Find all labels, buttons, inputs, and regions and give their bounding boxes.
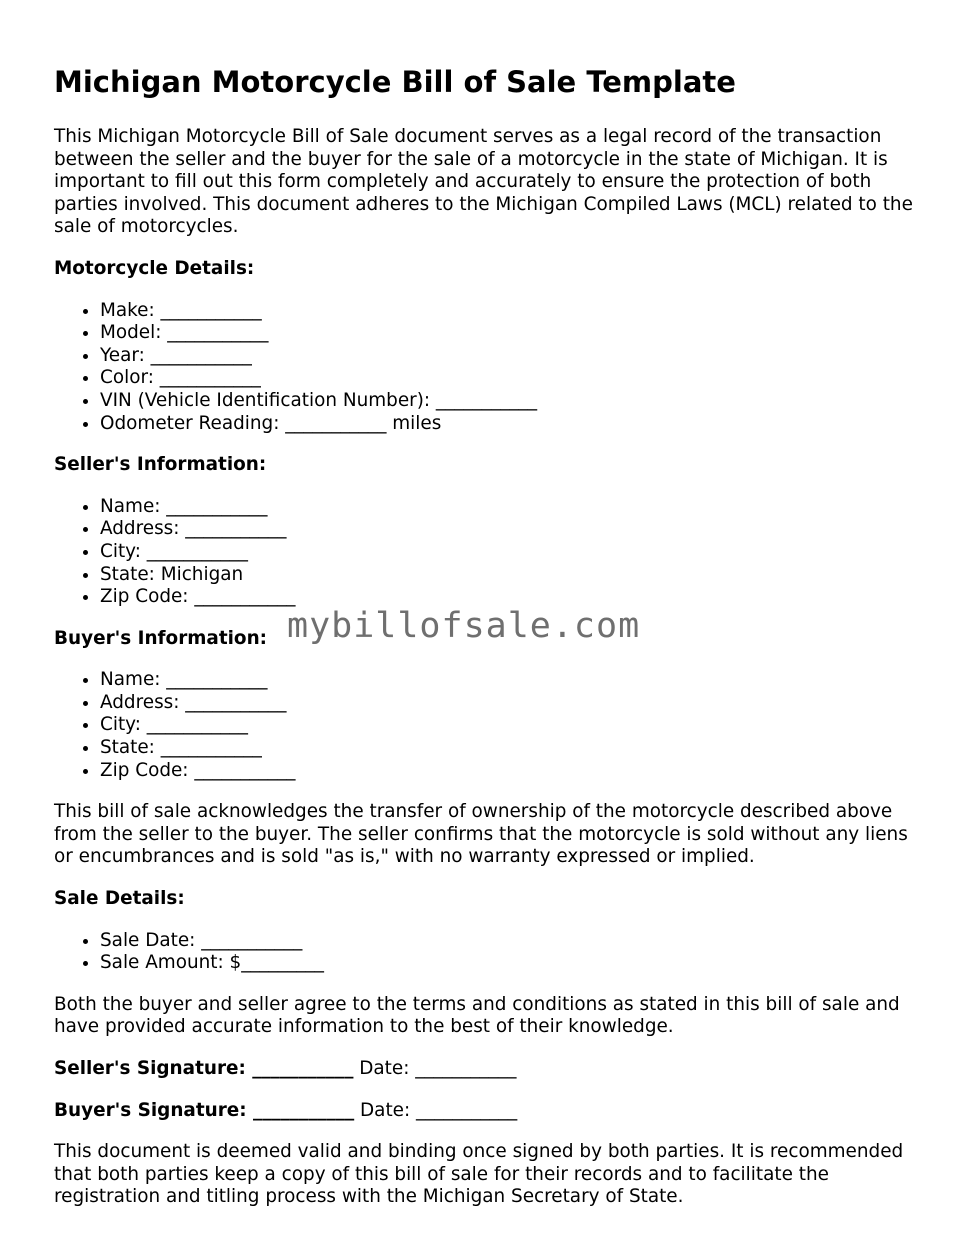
- list-item-buyer-name: • Name: ___________: [100, 669, 924, 692]
- list-item-seller-zip: • Zip Code: ___________: [100, 586, 924, 609]
- seller-info-list: [54, 496, 924, 609]
- list-item-buyer-city: • City: ___________: [100, 714, 924, 737]
- watermark-text: mybillofsale.com: [287, 606, 641, 646]
- list-item-seller-city: • City: ___________: [100, 541, 924, 564]
- buyer-signature-label: Buyer's Signature: ___________: [54, 1099, 355, 1121]
- list-item-seller-name: • Name: ___________: [100, 496, 924, 519]
- buyer-signature-line: [54, 1100, 924, 1123]
- list-item-odometer: • Odometer Reading: ___________ miles: [100, 413, 924, 436]
- list-item-year: • Year: ___________: [100, 345, 924, 368]
- sale-details-list: [54, 930, 924, 975]
- buyer-signature-date: Date: ___________: [354, 1099, 518, 1121]
- intro-paragraph: This Michigan Motorcycle Bill of Sale document serves as a legal record of the transaction between the seller and the buyer for the sale of a motorcycle in the state of Michigan. It is important to fill out this form completely and accurately to ensure the protection of both parties involved. This document adheres to the Michigan Compiled Laws (MCL) related to the sale of motorcycles.: [54, 126, 913, 238]
- buyer-info-list: [54, 669, 924, 782]
- sale-details-heading: Sale Details:: [54, 888, 185, 910]
- list-item-sale-amount: • Sale Amount: $_________: [100, 952, 924, 975]
- motorcycle-details-list: [54, 300, 924, 436]
- transfer-paragraph: This bill of sale acknowledges the transfer of ownership of the motorcycle described above from the seller to the buyer. The seller confirms that the motorcycle is sold without any liens or encumbrances and is sold "as is," with no warranty expressed or implied.: [54, 801, 908, 868]
- list-item-buyer-zip: • Zip Code: ___________: [100, 760, 924, 783]
- page-title: Michigan Motorcycle Bill of Sale Template: [54, 65, 736, 99]
- buyer-info-heading: Buyer's Information:: [54, 627, 268, 649]
- seller-info-heading: Seller's Information:: [54, 454, 267, 476]
- list-item-make: • Make: ___________: [100, 300, 924, 323]
- seller-signature-label: Seller's Signature: ___________: [54, 1058, 354, 1079]
- list-item-color: • Color: ___________: [100, 367, 924, 390]
- seller-signature-line: [54, 1058, 924, 1081]
- list-item-vin: • VIN (Vehicle Identification Number): ___________: [100, 390, 924, 413]
- list-item-buyer-state: • State: ___________: [100, 737, 924, 760]
- list-item-sale-date: • Sale Date: ___________: [100, 930, 924, 953]
- list-item-model: • Model: ___________: [100, 322, 924, 345]
- list-item-buyer-address: • Address: ___________: [100, 692, 924, 715]
- seller-signature-date: Date: ___________: [353, 1058, 517, 1079]
- closing-paragraph: This document is deemed valid and binding once signed by both parties. It is recommended that both parties keep a copy of this bill of sale for their records and to facilitate the registration and titling process with the Michigan Secretary of State.: [54, 1141, 904, 1208]
- motorcycle-details-heading: Motorcycle Details:: [54, 257, 255, 279]
- list-item-seller-address: • Address: ___________: [100, 518, 924, 541]
- list-item-seller-state: • State: Michigan: [100, 564, 924, 587]
- agreement-paragraph: Both the buyer and seller agree to the terms and conditions as stated in this bill of sale and have provided accurate information to the best of their knowledge.: [54, 993, 900, 1038]
